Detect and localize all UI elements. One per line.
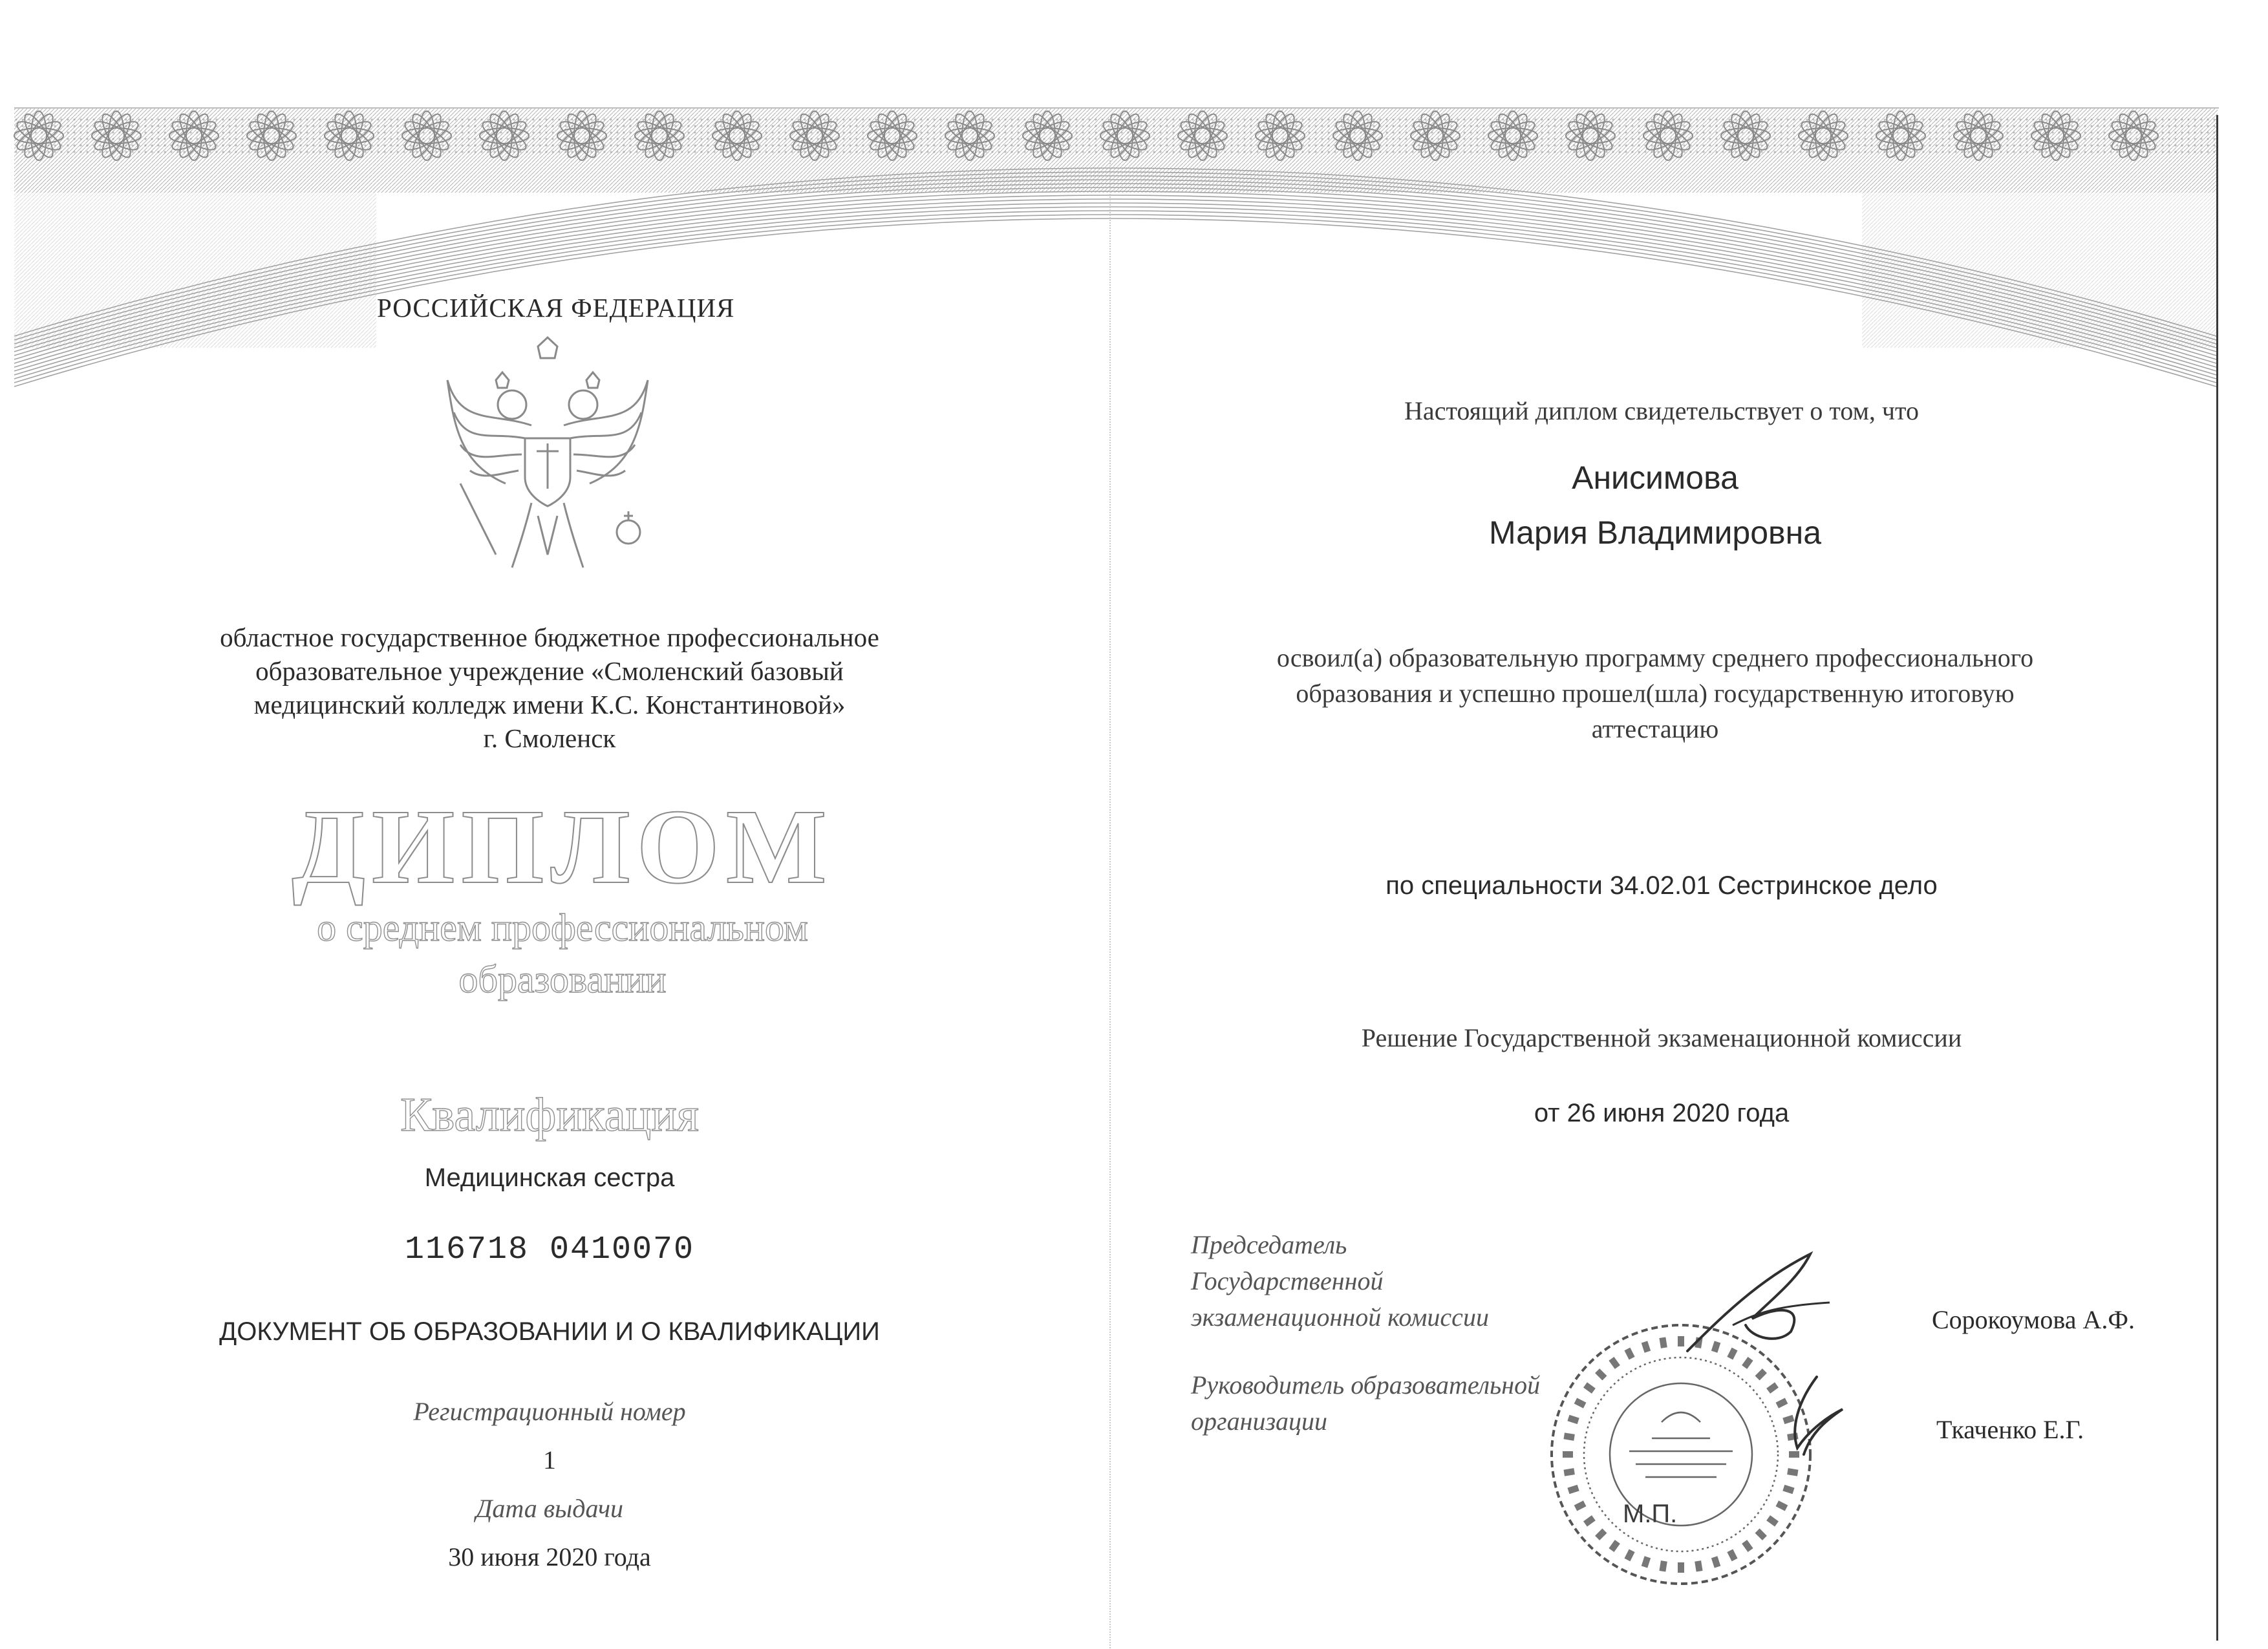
head-name: Ткаченко Е.Г. — [1936, 1415, 2084, 1444]
document-title: ДИПЛОМ — [292, 787, 833, 906]
double-headed-eagle-icon — [434, 335, 661, 587]
decision-date: от 26 июня 2020 года — [1534, 1099, 1790, 1127]
statement-line: освоил(а) образовательную программу среднего профессионального — [1276, 643, 2034, 672]
commission-decision: Решение Государственной экзаменационной комиссии — [1361, 1023, 1962, 1052]
chair-signature-icon — [1681, 1241, 1836, 1364]
institution-name — [155, 621, 944, 755]
diploma-serial-number: 116718 0410070 — [404, 1231, 695, 1268]
intro-statement: Настоящий диплом свидетельствует о том, что — [1404, 396, 1919, 425]
head-label — [1191, 1367, 1540, 1440]
country-name: РОССИЙСКАЯ ФЕДЕРАЦИЯ — [377, 293, 735, 323]
qualification-value: Медицинская сестра — [424, 1164, 675, 1192]
issue-date-label: Дата выдачи — [475, 1494, 624, 1523]
statement-line: образования и успешно прошел(шла) государственную итоговую — [1296, 679, 2015, 708]
chair-label-line: экзаменационной комиссии — [1191, 1303, 1489, 1332]
head-label-line: организации — [1191, 1407, 1328, 1436]
institution-line: образовательное учреждение «Смоленский базовый — [255, 656, 844, 686]
statement-line: аттестацию — [1591, 714, 1719, 743]
chair-label — [1191, 1227, 1489, 1335]
graduate-given-names: Мария Владимировна — [1488, 515, 1822, 551]
head-label-line: Руководитель образовательной — [1191, 1370, 1541, 1399]
chair-label-line: Председатель — [1191, 1230, 1347, 1259]
document-type: ДОКУМЕНТ ОБ ОБРАЗОВАНИИ И О КВАЛИФИКАЦИИ — [219, 1317, 880, 1346]
document-subtitle — [213, 902, 912, 1005]
registration-value: 1 — [543, 1445, 556, 1474]
institution-city: г. Смоленск — [483, 723, 616, 753]
program-statement — [1203, 640, 2108, 747]
institution-line: медицинский колледж имени К.С. Константиновой» — [253, 690, 846, 719]
center-fold-line — [1109, 142, 1111, 1648]
head-signature-icon — [1771, 1370, 1849, 1461]
page-right-edge — [2216, 115, 2218, 1641]
page-top-edge — [14, 107, 2219, 109]
guilloche-border-pattern — [0, 0, 2268, 452]
registration-label: Регистрационный номер — [413, 1397, 686, 1426]
subtitle-line: образовании — [458, 958, 667, 1001]
seal-place-label: М.П. — [1623, 1500, 1678, 1528]
chair-name: Сорокоумова А.Ф. — [1932, 1305, 2135, 1334]
graduate-surname: Анисимова — [1572, 460, 1738, 496]
qualification-heading: Квалификация — [400, 1089, 699, 1142]
institution-line: областное государственное бюджетное профессиональное — [220, 622, 879, 652]
specialty: по специальности 34.02.01 Сестринское дело — [1385, 871, 1938, 900]
issue-date-value: 30 июня 2020 года — [448, 1542, 651, 1571]
subtitle-line: о среднем профессиональном — [317, 906, 808, 949]
chair-label-line: Государственной — [1191, 1266, 1384, 1295]
